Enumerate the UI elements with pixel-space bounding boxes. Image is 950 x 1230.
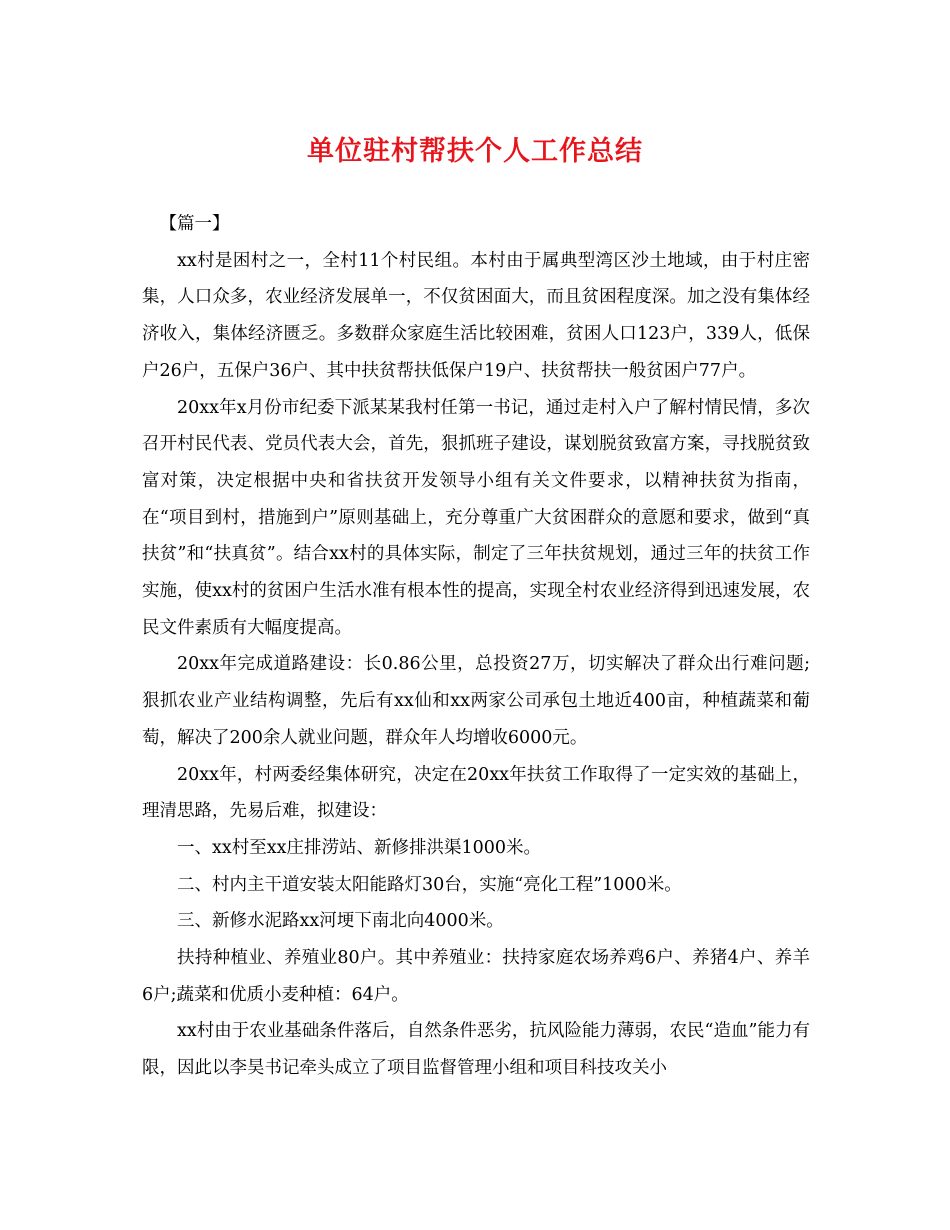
document-body [142, 206, 810, 1087]
paragraph-breeding-support: 扶持种植业、养殖业80户。其中养殖业：扶持家庭农场养鸡6户、养猪4户、养羊6户;蔬菜和优质小麦种植：64户。 [142, 948, 810, 1005]
paragraph-road-construction: 20xx年完成道路建设：长0.86公里，总投资27万，切实解决了群众出行难问题;狠抓农业产业结构调整，先后有xx仙和xx两家公司承包土地近400亩，种植蔬菜和葡萄，解决了200余人就业问题，群众年人均增收6000元。 [142, 654, 810, 748]
paragraph-first-secretary: 20xx年x月份市纪委下派某某我村任第一书记，通过走村入户了解村情民情，多次召开村民代表、党员代表大会，首先，狠抓班子建设，谋划脱贫致富方案，寻找脱贫致富对策，决定根据中央和省扶贫开发领导小组有关文件要求，以精神扶贫为指南，在“项目到村，措施到户”原则基础上，充分尊重广大贫困群众的意愿和要求，做到“真扶贫”和“扶真贫”。结合xx村的具体实际，制定了三年扶贫规划，通过三年的扶贫工作实施，使xx村的贫困户生活水准有根本性的提高，实现全村农业经济得到迅速发展，农民文件素质有大幅度提高。 [142, 397, 810, 638]
paragraph-plan-item-2: 二、村内主干道安装太阳能路灯30台，实施“亮化工程”1000米。 [177, 874, 682, 895]
paragraph-village-overview: xx村是困村之一，全村11个村民组。本村由于属典型湾区沙土地域，由于村庄密集，人口众多，农业经济发展单一，不仅贫困面大，而且贫困程度深。加之没有集体经济收入，集体经济匮乏。多数群众家庭生活比较困难，贫困人口123户，339人，低保户26户，五保户36户、其中扶贫帮扶低保户19户、扶贫帮扶一般贫困户77户。 [142, 250, 810, 381]
paragraph-construction-plan: 20xx年，村两委经集体研究，决定在20xx年扶贫工作取得了一定实效的基础上，理清思路，先易后难，拟建设： [142, 764, 810, 822]
section-label: 【篇一】 [159, 214, 230, 234]
paragraph-plan-item-3: 三、新修水泥路xx河埂下南北向4000米。 [177, 911, 504, 932]
paragraph-project-supervision: xx村由于农业基础条件落后，自然条件恶劣，抗风险能力薄弱，农民“造血”能力有限，因此以李昊书记牵头成立了项目监督管理小组和项目科技攻关小 [142, 1021, 810, 1079]
document-title: 单位驻村帮扶个人工作总结 [307, 136, 643, 167]
paragraph-plan-item-1: 一、xx村至xx庄排涝站、新修排洪渠1000米。 [177, 837, 542, 858]
